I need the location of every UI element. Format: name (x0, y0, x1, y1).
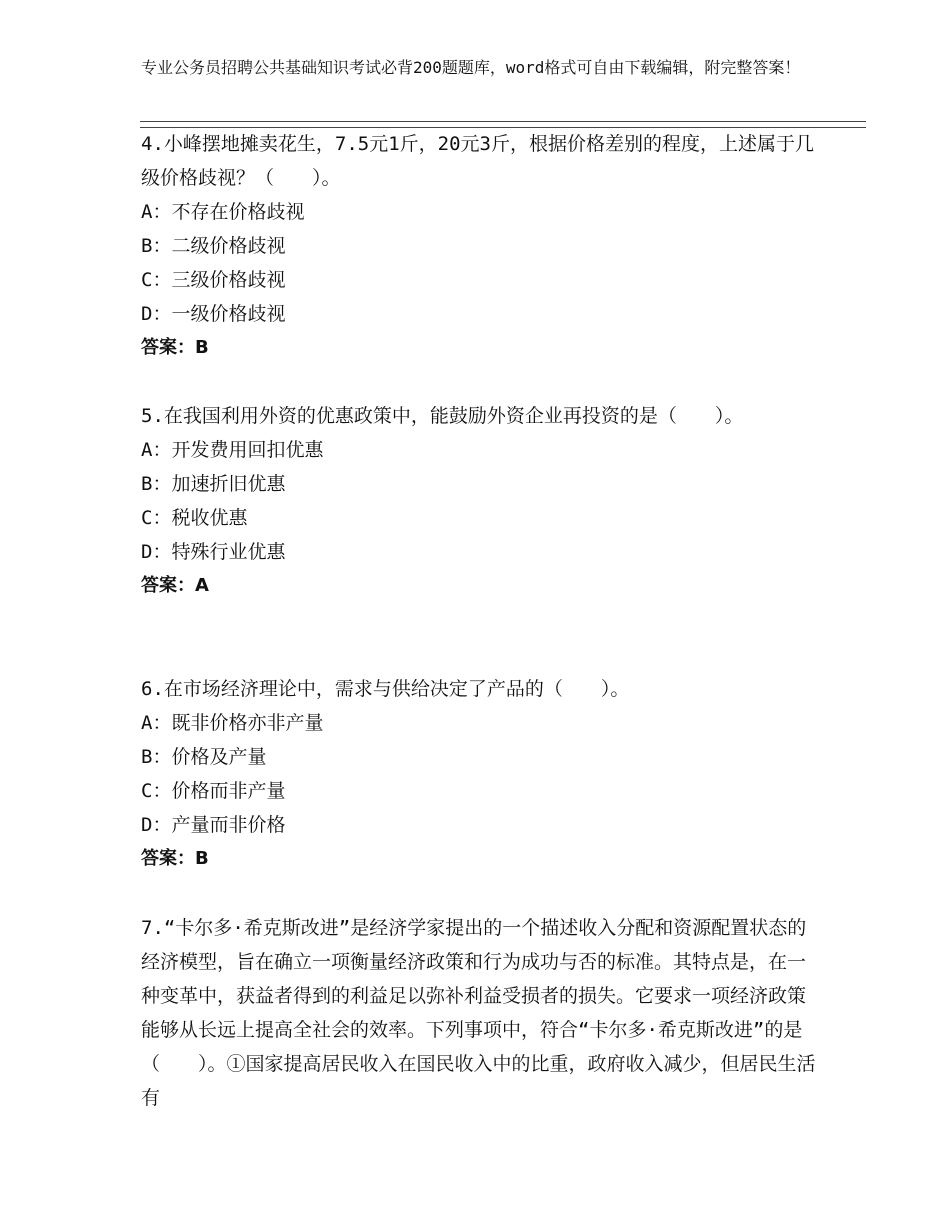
question-stem: 4.小峰摆地摊卖花生，7.5元1斤，20元3斤，根据价格差别的程度，上述属于几级价格歧视？（ ）。 (141, 133, 814, 189)
option-a: A：既非价格亦非产量 (141, 712, 324, 734)
answer: 答案：A (141, 575, 209, 596)
question-6 (141, 672, 821, 876)
question-stem: 6.在市场经济理论中，需求与供给决定了产品的（ ）。 (141, 678, 630, 700)
answer: 答案：B (141, 337, 209, 358)
option-d: D：产量而非价格 (141, 814, 286, 836)
document-header: 专业公务员招聘公共基础知识考试必背200题题库，word格式可自由下载编辑，附完整答案！ (141, 58, 801, 77)
question-stem: 7.“卡尔多·希克斯改进”是经济学家提出的一个描述收入分配和资源配置状态的经济模型，旨在确立一项衡量经济政策和行为成功与否的标准。其特点是，在一种变革中，获益者得到的利益足以弥补利益受损者的损失。它要求一项经济政策能够从长远上提高全社会的效率。下列事项中，符合“卡尔多·希克斯改进”的是（ ）。①国家提高居民收入在国民收入中的比重，政府收入减少，但居民生活有 (141, 917, 816, 1109)
option-b: B：加速折旧优惠 (141, 473, 286, 495)
question-4 (141, 127, 821, 365)
answer: 答案：B (141, 848, 209, 869)
option-a: A：开发费用回扣优惠 (141, 439, 324, 461)
option-c: C：价格而非产量 (141, 780, 286, 802)
option-a: A：不存在价格歧视 (141, 201, 305, 223)
question-stem: 5.在我国利用外资的优惠政策中，能鼓励外资企业再投资的是（ ）。 (141, 405, 744, 427)
question-5 (141, 399, 821, 603)
question-7 (141, 911, 821, 1115)
option-c: C：税收优惠 (141, 507, 248, 529)
option-c: C：三级价格歧视 (141, 269, 286, 291)
option-b: B：价格及产量 (141, 746, 267, 768)
option-d: D：特殊行业优惠 (141, 541, 286, 563)
option-b: B：二级价格歧视 (141, 235, 286, 257)
option-d: D：一级价格歧视 (141, 303, 286, 325)
